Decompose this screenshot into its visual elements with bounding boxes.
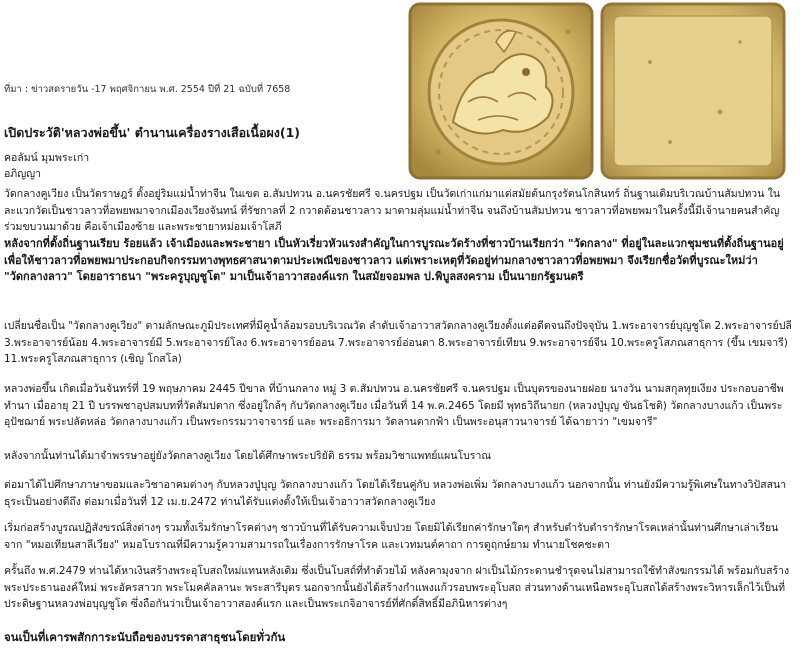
- amulet-front-photo: [408, 2, 594, 180]
- paragraph-6: ต่อมาได้ไปศึกษาภาษาขอมและวิชาอาคมต่างๆ กับหลวงปู่บุญ วัดกลางบางแก้ว โดยได้เรียนคู่กับ หลวงพ่อเพิ่ม วัดกลางบางแก้ว นอกจากนั้น ท่านยังมีความรู้พิเศษในทางวิปัสสนาธุระเป็นอย่างดีถึง ต่อมาเมื่อวันที่ 12 เม.ย.2472 ท่านได้รับแต่งตั้งให้เป็นเจ้าอาวาสวัดกลางคูเวียง: [4, 479, 787, 508]
- author-name: อภิญญา: [4, 168, 42, 180]
- paragraph-1: วัดกลางคูเวียง เป็นวัดราษฎร์ ตั้งอยู่ริมแม่น้ำท่าจีน ในเขต อ.สัมปทวน อ.นครชัยศรี จ.นครปฐม เป็นวัดเก่าแก่มาแต่สมัยต้นกรุงรัตนโกสินทร์ ถิ่นฐานเดิมบริเวณบ้านสัมปทวน ในละแวกวัดเป็นชาวลาวที่อพยพมาจากเมืองเวียงจันทน์ ที่รัชกาลที่ 2 กวาดต้อนชาวลาว มาตามลุ่มแม่น้ำท่าจีน จนถึงบ้านสัมปทวน ชาวลาวที่อพยพมาในครั้งนี้มีเจ้านายคนสำคัญร่วมขบวนมาด้วย คือเจ้าเมืองซ้าย และพระชายาหม่อมเจ้าโสภี: [4, 188, 781, 233]
- paragraph-3: เปลี่ยนชื่อเป็น "วัดกลางคูเวียง" ตามลักษณะภูมิประเทศที่มีคูน้ำล้อมรอบบริเวณวัด ลำดับเจ้าอาวาสวัดกลางคูเวียงตั้งแต่อดีตจนถึงปัจจุบัน 1.พระอาจารย์บุญชูโต 2.พระอาจารย์ปลี 3.พระอาจารย์น้อย 4.พระอาจารย์มี 5.พระอาจารย์โลง 6.พระอาจารย์ออน 7.พระอาจารย์อ่อนตา 8.พระอาจารย์เทียน 9.พระอาจารย์จีน 10.พระครูโสภณสาธุการ (ขึ้น เขมจารี) 11.พระครูโสภณสาธุการ (เชิญ โกสโล): [4, 320, 792, 365]
- amulet-back-photo: [600, 2, 786, 180]
- article-title: เปิดประวัติ'หลวงพ่อขึ้น' ตำนานเครื่องรางเสือเนื้อผง(1): [4, 125, 301, 140]
- paragraph-5: หลังจากนั้นท่านได้มาจำพรรษาอยู่ยังวัดกลางคูเวียง โดยได้ศึกษาพระปริยัติ ธรรม พร้อมวิชาแพทย์แผนโบราณ: [4, 450, 492, 462]
- column-name: คอลัมน์ มุมพระเก่า: [4, 152, 90, 164]
- paragraph-4: หลวงพ่อขึ้น เกิดเมื่อวันจันทร์ที่ 19 พฤษภาคม 2445 ปีขาล ที่บ้านกลาง หมู่ 3 ต.สัมปทวน อ.นครชัยศรี จ.นครปฐม เป็นบุตรของนายฝอย นางวัน นามสกุลทุยเงียง ประกอบอาชีพทำนา เมื่ออายุ 21 ปี บรรพชาอุปสมบทที่วัดสัมปตาก ซึ่งอยู่ใกล้ๆ กับวัดกลางคูเวียง เมื่อวันที่ 14 พ.ค.2465 โดยมี พุทธวิถีนายก (หลวงปู่บุญ ขันธโชติ) วัดกลางบางแก้ว เป็นพระอุปัชฌาย์ พระปลัดหล่อ วัดกลางบางแก้ว เป็นพระกรรมวาจาจารย์ และ พระอธิการมา วัดลานตากฟ้า เป็นพระอนุสาวนาจารย์ ได้ฉายาว่า "เขมจารี": [4, 383, 784, 428]
- paragraph-8: ครั้นถึง พ.ศ.2479 ท่านได้หาเงินสร้างพระอุโบสถใหม่แทนหลังเดิม ซึ่งเป็นโบสถ์ที่ทำด้วยไม้ หลังคามุงจาก ฝาเป็นไม้กระดานชำรุดจนไม่สามารถใช้ทำสังฆกรรมได้ พร้อมกับสร้างพระประธานองค์ใหม่ พระอัครสาวก พระโมคคัลลานะ พระสารีบุตร นอกจากนั้นยังได้สร้างกำแพงแก้วรอบพระอุโบสถ ส่วนทางด้านเหนือพระอุโบสถได้สร้างพระวิหารเล็กไว้เป็นที่ประดิษฐานหลวงพ่อบุญชูโต ซึ่งถือกันว่าเป็นเจ้าอาวาสองค์แรก และเป็นพระเกจิอาจารย์ที่ศักดิ์สิทธิ์มีอภินิหารต่างๆ: [4, 565, 790, 610]
- closing-line: จนเป็นที่เคารพสักการะนับถือของบรรดาสาธุชนโดยทั่วกัน: [4, 630, 286, 644]
- paragraph-7: เริ่มก่อสร้างบูรณปฏิสังขรณ์สิ่งต่างๆ รวมทั้งเริ่มรักษาโรคต่างๆ ชาวบ้านที่ได้รับความเจ็บป่วย โดยมิได้เรียกค่ารักษาใดๆ สำหรับตำรับตำรารักษาโรคเหล่านั้นท่านศึกษาเล่าเรียนจาก "หมอเทียนสาลีเวียง" หมอโบราณที่มีความรู้ความสามารถในเรื่องการรักษาโรค และเวทมนต์คาถา การดูฤกษ์ยาม ทำนายโชคชะตา: [4, 522, 779, 551]
- paragraph-2-highlight: หลังจากที่ตั้งถิ่นฐานเรียบ ร้อยแล้ว เจ้าเมืองและพระชายา เป็นหัวเรี่ยวหัวแรงสำคัญในการบูรณะวัดร้างที่ชาวบ้านเรียกว่า "วัดกลาง" ที่อยู่ในละแวกชุมชนที่ตั้งถิ่นฐานอยู่ เพื่อให้ชาวลาวที่อพยพมาประกอบกิจกรรมทางพุทธศาสนาตามประเพณีของชาวลาว แต่เพราะเหตุที่วัดอยู่ท่ามกลางชาวลาวที่อพยพมา จึงเรียกชื่อวัดที่บูรณะใหม่ว่า "วัดกลางลาว" โดยอาราธนา "พระครูบุญชูโต" มาเป็นเจ้าอาวาสองค์แรก ในสมัยจอมพล ป.พิบูลสงคราม เป็นนายกรัฐมนตรี: [4, 237, 784, 283]
- source-line: ที่มา : ข่าวสดรายวัน -17 พฤศจิกายน พ.ศ. 2554 ปีที่ 21 ฉบับที่ 7658: [4, 84, 291, 95]
- column-info: [4, 150, 89, 182]
